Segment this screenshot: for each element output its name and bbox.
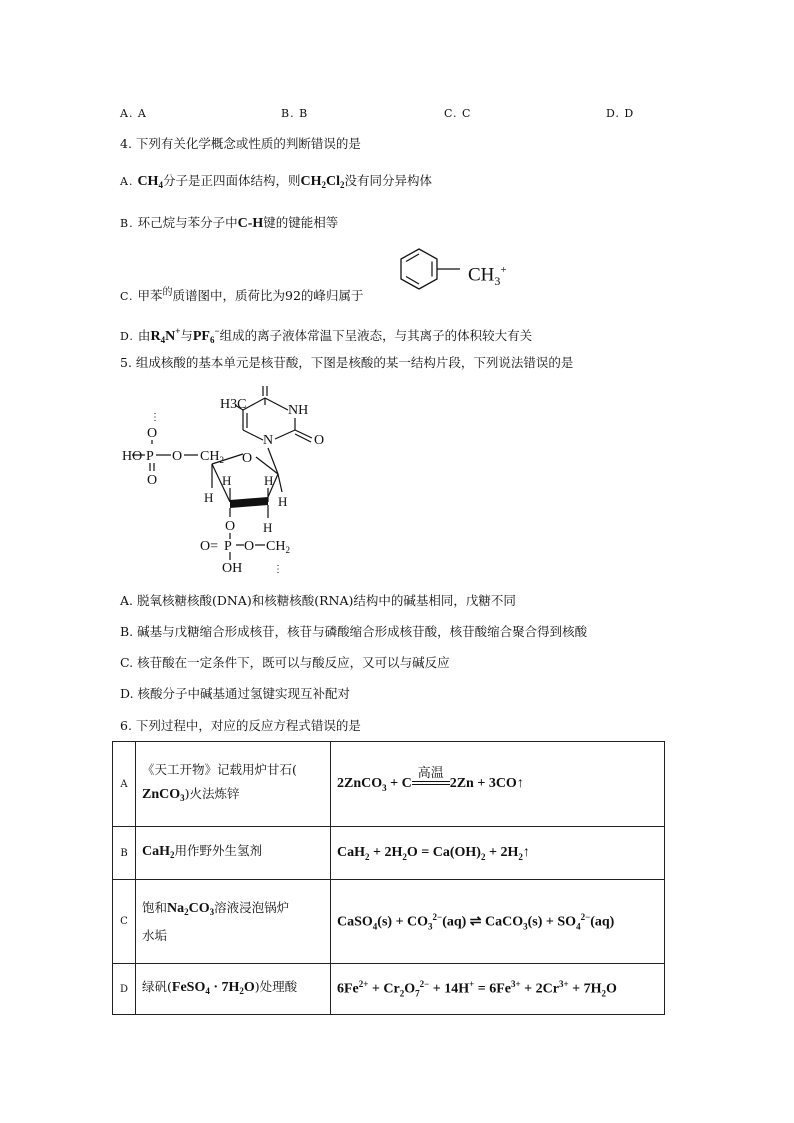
row-label: A	[113, 742, 136, 827]
ch2-label: $CH_2$	[200, 449, 224, 465]
formula-ch4: $CH_4$	[137, 174, 163, 190]
o-label: O	[225, 519, 236, 534]
row-description	[136, 880, 331, 964]
nucleotide-structure-diagram	[118, 384, 348, 576]
row-description	[136, 742, 331, 827]
q3-option-a: A. A	[120, 107, 147, 120]
option-text: 环己烷与苯分子中	[137, 215, 238, 230]
q4-option-c	[120, 284, 363, 306]
h-label: H	[264, 473, 274, 488]
q5-option-c: C. 核苷酸在一定条件下，既可以与酸反应，又可以与碱反应	[120, 655, 450, 670]
option-text: 没有同分异构体	[344, 173, 432, 188]
q3-option-b: B. B	[281, 107, 309, 120]
ring-o-label: O	[242, 451, 253, 466]
oh-label: OH	[222, 561, 243, 576]
desc-text: 饱和	[142, 899, 168, 915]
table-row	[113, 827, 665, 880]
p-label: P	[146, 449, 154, 464]
formula-feso4: FeSO$_4$ · $7H_2O$	[171, 980, 255, 996]
formula-ch-bond: C-H	[237, 216, 264, 231]
desc-text: 用作野外生氢剂	[174, 843, 263, 858]
row-label: B	[113, 827, 136, 880]
eq-o-label: O=	[200, 539, 219, 554]
q4-option-a	[120, 172, 432, 194]
option-text: 与	[180, 328, 193, 343]
q4-stem: 4. 下列有关化学概念或性质的判断错误的是	[120, 136, 361, 151]
row-equation: 2ZnCO$_3$ + C 高温 2Zn + 3CO↑	[331, 742, 665, 827]
o-label: O	[172, 449, 183, 464]
h3c-label: H3C	[220, 397, 247, 412]
h-label: H	[222, 473, 232, 488]
desc-text: 溶液浸泡锅炉	[214, 899, 290, 915]
option-text: 组成的离子液体常温下呈液态，与其离子的体积较大有关	[219, 328, 533, 343]
h-label: H	[278, 494, 288, 509]
desc-text: 《天工开物》记载用炉甘石(	[142, 762, 297, 777]
q6-stem: 6. 下列过程中，对应的反应方程式错误的是	[120, 718, 361, 733]
o-label: O	[147, 473, 158, 488]
option-text: 键的键能相等	[263, 215, 339, 230]
formula-znco3: ZnCO$_3$	[142, 787, 185, 803]
q5-option-d: D. 核酸分子中碱基通过氢键实现互补配对	[120, 686, 351, 701]
row-description	[136, 827, 331, 880]
table-row	[113, 880, 665, 964]
o-label: O	[147, 426, 158, 441]
continuation-dots: ⋮	[150, 412, 160, 423]
desc-text: )火法炼锌	[184, 786, 240, 801]
formula-na2co3: $Na_2CO_3$	[167, 900, 215, 917]
option-text: 甲苯	[137, 288, 163, 304]
nh-label: NH	[288, 403, 309, 418]
desc-text: )处理酸	[254, 979, 298, 994]
option-label: A.	[120, 175, 134, 188]
q3-option-c: C. C	[444, 107, 472, 120]
q5-option-b: B. 碱基与戊糖缩合形成核苷，核苷与磷酸缩合形成核苷酸，核苷酸缩合聚合得到核酸	[120, 624, 588, 639]
reaction-table	[112, 741, 665, 1015]
option-label: C.	[120, 290, 134, 304]
ch2-label: $CH_2$	[266, 539, 290, 555]
table-row	[113, 964, 665, 1015]
q3-option-d: D. D	[606, 107, 635, 120]
q4-option-b	[120, 214, 338, 233]
row-equation: CaSO$_4$(s) + $CO_3^{2-}(aq)$ ⇌ CaCO$_3$(s) + $SO_4^{2-}(aq)$	[331, 880, 665, 964]
formula-pf6: $PF_6^-$	[192, 326, 220, 345]
q5-option-a: A. 脱氧核糖核酸(DNA)和核糖核酸(RNA)结构中的碱基相同，戊糖不同	[120, 593, 516, 608]
option-text: 质谱图中，质荷比为92的峰归属于	[172, 288, 364, 304]
formula-cah2: CaH$_2$	[142, 844, 175, 860]
carbonyl-o-label: O	[314, 433, 325, 448]
q4-option-d	[120, 322, 532, 349]
o-label: O	[244, 539, 255, 554]
row-equation: $6Fe^{2+} + Cr_2O_7^{2-} + 14H^+ = 6Fe^{3+} + 2Cr^{3+} + 7H_2O$	[331, 964, 665, 1015]
q5-stem: 5. 组成核酸的基本单元是核苷酸，下图是核酸的某一结构片段，下列说法错误的是	[120, 355, 574, 370]
table-row	[113, 742, 665, 827]
continuation-dots: ⋮	[273, 564, 283, 575]
h-label: H	[263, 520, 273, 535]
desc-text: 水垢	[142, 927, 168, 943]
row-equation: $CaH_2 + 2H_2O = Ca(OH)_2$ + $2H_2↑$	[331, 827, 665, 880]
option-sup: 的	[162, 287, 173, 298]
row-label: D	[113, 964, 136, 1015]
ch3-cation-label: $CH_3^+$	[468, 264, 507, 289]
p-label: P	[224, 539, 232, 554]
option-text: 由	[137, 328, 151, 343]
n-label: N	[263, 433, 274, 448]
option-label: B.	[120, 217, 134, 230]
option-label: D.	[120, 330, 134, 343]
row-description	[136, 964, 331, 1015]
option-text: 分子是正四面体结构，则	[162, 173, 301, 188]
condition-label: 高温	[417, 766, 444, 782]
row-label: C	[113, 880, 136, 964]
desc-text: 绿矾(	[142, 979, 172, 994]
ho-label: HO	[122, 449, 143, 464]
h-label: H	[204, 490, 214, 505]
formula-r4n: $R_4N^+$	[150, 326, 181, 345]
formula-ch2cl2: $CH_2Cl_2$	[300, 174, 345, 190]
reaction-condition	[412, 766, 450, 785]
